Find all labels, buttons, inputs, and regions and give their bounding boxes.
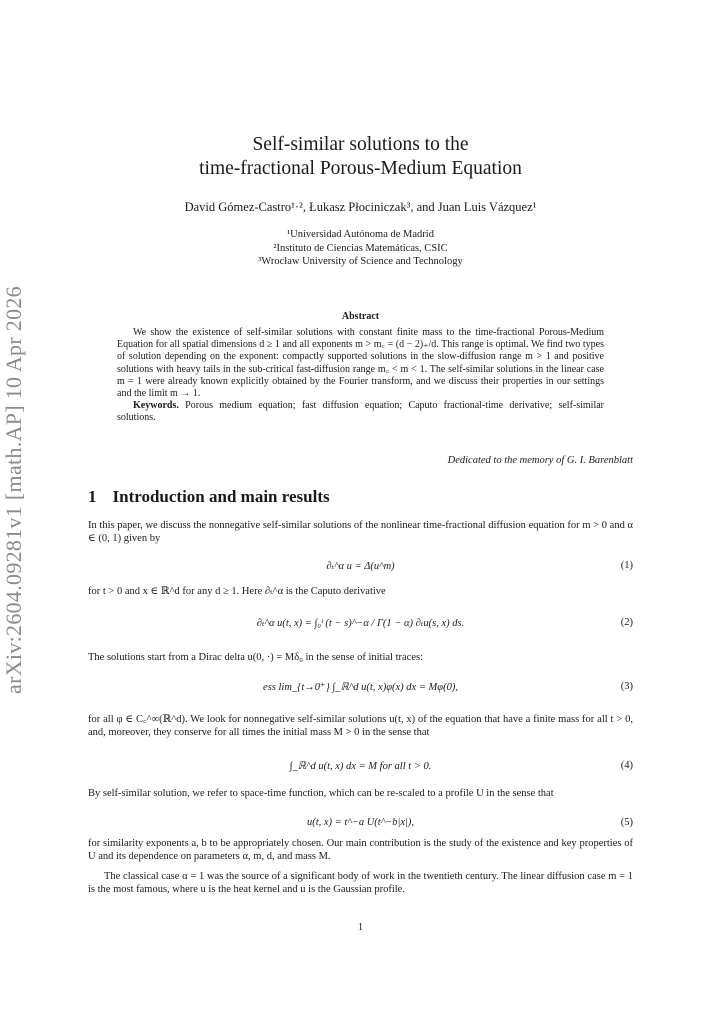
section-title: Introduction and main results <box>112 487 330 506</box>
keywords-text: Porous medium equation; fast diffusion equation; Caputo fractional-time derivative; self-similar solutions. <box>117 400 605 424</box>
abstract-text: We show the existence of self-similar solutions with constant finite mass to the time-fractional Porous-Medium Equation for all spatial dimensions d ≥ 1 and all exponents m > m꜀ = (d − 2)₊/d. This range is optimal. We find two types of solution depending on the exponent: compactly supported solutions in the slow-diffusion range m > 1 and positive solutions with heavy tails in the sub-critical fast-diffusion range m꜀ < m < 1. The self-similar solutions in the linear case m = 1 were already known explicitly obtained by the Fourier transform, and we discuss their properties in our settings and the limit m → 1. <box>117 327 604 400</box>
equation-2-body: ∂ₜ^α u(t, x) = ∫₀ᵗ (t − s)^−α / Γ(1 − α) ∂ₜu(s, x) ds. <box>256 618 465 629</box>
equation-1-body: ∂ₜ^α u = Δ(u^m) <box>326 561 395 572</box>
section-heading <box>88 487 330 507</box>
equation-1-number: (1) <box>620 560 633 571</box>
abstract-heading: Abstract <box>341 311 380 322</box>
title-line-2: time-fractional Porous-Medium Equation <box>199 158 522 179</box>
keywords-label: Keywords. <box>133 400 179 412</box>
paper-title <box>0 133 721 181</box>
paragraph-mass: for all φ ∈ C꜀^∞(ℝ^d). We look for nonnegative self-similar solutions u(t, x) of the equation that have a finite mass for all t > 0, and, moreover, they conserve for all times the initial mass M > 0 in the sense that <box>88 714 633 738</box>
affiliation-3: ³Wrocław University of Science and Technology <box>258 256 463 267</box>
page-number: 1 <box>357 922 364 933</box>
keywords <box>117 400 604 424</box>
equation-5-body: u(t, x) = t^−a U(t^−b|x|), <box>306 817 415 828</box>
paragraph-classical: The classical case α = 1 was the source of a significant body of work in the twentieth century. The linear diffusion case m = 1 is the most famous, where u is the heat kernel and u is the Gaussian profile. <box>88 871 633 895</box>
affiliations <box>0 228 721 269</box>
dedication: Dedicated to the memory of G. I. Barenblatt <box>447 455 633 466</box>
equation-5-number: (5) <box>620 817 633 828</box>
author-list: David Gómez-Castro¹·², Łukasz Płociniczak³, and Juan Luis Vázquez¹ <box>184 200 537 214</box>
section-number: 1 <box>88 487 97 506</box>
affiliation-2: ²Instituto de Ciencias Matemáticas, CSIC <box>273 242 448 254</box>
paragraph-intro: In this paper, we discuss the nonnegative self-similar solutions of the nonlinear time-fractional diffusion equation for m > 0 and α ∈ (0, 1) given by <box>88 520 633 544</box>
equation-2-number: (2) <box>620 617 633 628</box>
paragraph-self-similar: By self-similar solution, we refer to space-time function, which can be re-scaled to a profile U in the sense that <box>88 788 554 799</box>
paragraph-initial-trace: The solutions start from a Dirac delta u(0, ·) = Mδ₀ in the sense of initial traces: <box>88 652 423 663</box>
title-line-1: Self-similar solutions to the <box>252 134 469 155</box>
equation-4-body: ∫_ℝ^d u(t, x) dx = M for all t > 0. <box>289 761 432 772</box>
abstract-block <box>117 327 604 425</box>
equation-4-number: (4) <box>620 760 633 771</box>
equation-3-number: (3) <box>620 681 633 692</box>
paragraph-caputo: for t > 0 and x ∈ ℝ^d for any d ≥ 1. Here ∂ₜ^α is the Caputo derivative <box>88 586 386 597</box>
equation-3-body: ess lim_{t→0⁺} ∫_ℝ^d u(t, x)φ(x) dx = Mφ(0), <box>263 682 458 693</box>
paragraph-contribution: for similarity exponents a, b to be appropriately chosen. Our main contribution is the study of the existence and key properties of U and its dependence on parameters α, m, d, and mass M. <box>88 838 633 862</box>
affiliation-1: ¹Universidad Autónoma de Madrid <box>287 229 434 240</box>
arxiv-identifier: arXiv:2604.09281v1 [math.AP] 10 Apr 2026 <box>1 286 26 694</box>
